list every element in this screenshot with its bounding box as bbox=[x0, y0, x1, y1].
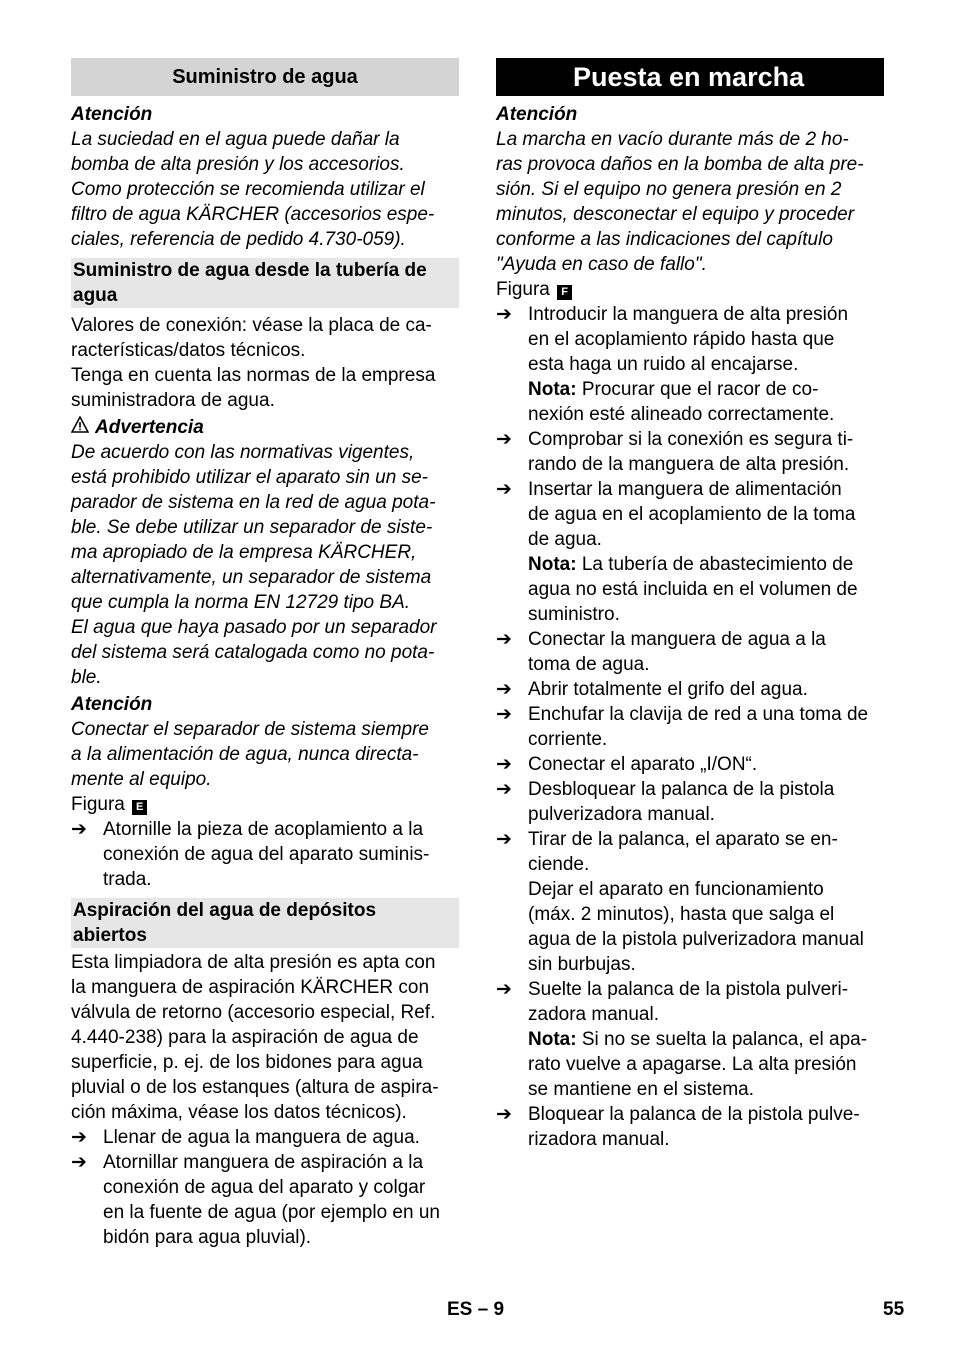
text-line: Tirar de la palanca, el aparato se en- bbox=[528, 829, 838, 850]
warning-triangle-icon bbox=[71, 415, 95, 440]
list-item bbox=[496, 1102, 884, 1152]
text-line: de agua. bbox=[528, 529, 602, 550]
list-item bbox=[71, 817, 459, 892]
list-item bbox=[71, 1125, 459, 1150]
text-line: conexión de agua del aparato suminis- bbox=[103, 844, 430, 865]
text-line: bidón para agua pluvial). bbox=[103, 1227, 312, 1248]
list-item bbox=[496, 827, 884, 977]
arrow-icon: ➔ bbox=[71, 1127, 87, 1148]
text-line: abiertos bbox=[73, 925, 147, 946]
text-line: Llenar de agua la manguera de agua. bbox=[103, 1127, 420, 1148]
text-line: Comprobar si la conexión es segura ti- bbox=[528, 429, 854, 450]
list-item bbox=[496, 977, 884, 1102]
suction-description-text bbox=[71, 950, 459, 1125]
subheading-suction-open-tanks bbox=[71, 898, 459, 948]
text-line: corriente. bbox=[528, 729, 608, 750]
list-item bbox=[496, 477, 884, 627]
list-item bbox=[496, 302, 884, 427]
page-number: 55 bbox=[883, 1299, 905, 1320]
arrow-icon: ➔ bbox=[496, 779, 512, 800]
text-line: ción máxima, véase los datos técnicos). bbox=[71, 1102, 407, 1123]
list-item bbox=[496, 752, 884, 777]
text-line: en la fuente de agua (por ejemplo en un bbox=[103, 1202, 440, 1223]
arrow-icon: ➔ bbox=[496, 679, 512, 700]
warning-heading bbox=[71, 415, 459, 440]
text-line: toma de agua. bbox=[528, 654, 650, 675]
note: Nota: La tubería de abastecimiento de agua no está incluida en el volumen de suministro. bbox=[528, 554, 858, 625]
text-line: Suministro de agua desde la tubería de bbox=[73, 260, 427, 281]
text-line: Abrir totalmente el grifo del agua. bbox=[528, 679, 808, 700]
text-line: Conectar el separador de sistema siempre bbox=[71, 719, 430, 740]
arrow-icon: ➔ bbox=[496, 829, 512, 850]
text-line: De acuerdo con las normativas vigentes, bbox=[71, 442, 415, 463]
text-line: minutos, desconectar el equipo y proceder bbox=[496, 204, 855, 225]
list-item bbox=[496, 427, 884, 477]
arrow-icon: ➔ bbox=[496, 479, 512, 500]
text-line: parador de sistema en la red de agua pota- bbox=[71, 492, 436, 513]
text-line: Bloquear la palanca de la pistola pulve- bbox=[528, 1104, 860, 1125]
attention-text-2 bbox=[71, 717, 459, 792]
warning-label: Advertencia bbox=[95, 417, 204, 438]
figure-f-icon: F bbox=[557, 285, 572, 300]
text-line: Desbloquear la palanca de la pistola bbox=[528, 779, 835, 800]
attention-label: Atención bbox=[71, 104, 153, 125]
text-line: conforme a las indicaciones del capítulo bbox=[496, 229, 833, 250]
text-line: de agua en el acoplamiento de la toma bbox=[528, 504, 856, 525]
subheading-water-from-pipe bbox=[71, 258, 459, 308]
list-item bbox=[71, 1150, 459, 1250]
figure-reference-f: Figura F bbox=[496, 277, 884, 302]
text-line: agua bbox=[73, 285, 118, 306]
attention-label: Atención bbox=[496, 104, 578, 125]
text-line: pulverizadora manual. bbox=[528, 804, 715, 825]
text-line: 4.440-238) para la aspiración de agua de bbox=[71, 1027, 419, 1048]
text-line: filtro de agua KÄRCHER (accesorios espe- bbox=[71, 204, 435, 225]
arrow-icon: ➔ bbox=[496, 704, 512, 725]
text-line: Como protección se recomienda utilizar el bbox=[71, 179, 425, 200]
arrow-icon: ➔ bbox=[496, 429, 512, 450]
section-page-label: ES – 9 bbox=[447, 1299, 505, 1320]
text-line: ble. Se debe utilizar un separador de siste- bbox=[71, 517, 433, 538]
connection-values-text bbox=[71, 313, 459, 413]
text-line: Esta limpiadora de alta presión es apta con bbox=[71, 952, 436, 973]
arrow-icon: ➔ bbox=[496, 304, 512, 325]
list-item bbox=[496, 702, 884, 752]
arrow-icon: ➔ bbox=[496, 754, 512, 775]
arrow-icon: ➔ bbox=[71, 1152, 87, 1173]
arrow-icon: ➔ bbox=[71, 819, 87, 840]
text-line: Valores de conexión: véase la placa de ca- bbox=[71, 315, 432, 336]
note: Nota: Procurar que el racor de co- nexión esté alineado correctamente. bbox=[528, 379, 835, 425]
text-line: Tenga en cuenta las normas de la empresa bbox=[71, 365, 436, 386]
text-line: ciende. bbox=[528, 854, 590, 875]
list-item bbox=[496, 627, 884, 677]
text-line: racterísticas/datos técnicos. bbox=[71, 340, 306, 361]
note: Nota: Si no se suelta la palanca, el apa- rato vuelve a apagarse. La alta presión se mantiene en el sistema. bbox=[528, 1029, 868, 1100]
text-line: agua de la pistola pulverizadora manual bbox=[528, 929, 864, 950]
text-line: alternativamente, un separador de sistema bbox=[71, 567, 432, 588]
text-line: (máx. 2 minutos), hasta que salga el bbox=[528, 904, 835, 925]
text-line: Conectar la manguera de agua a la bbox=[528, 629, 826, 650]
text-line: Insertar la manguera de alimentación bbox=[528, 479, 842, 500]
text-line: sin burbujas. bbox=[528, 954, 636, 975]
attention-text bbox=[496, 127, 884, 277]
text-line: válvula de retorno (accesorio especial, Ref. bbox=[71, 1002, 436, 1023]
text-line: rando de la manguera de alta presión. bbox=[528, 454, 850, 475]
section-heading-start-up: Puesta en marcha bbox=[496, 58, 884, 96]
attention-label-2: Atención bbox=[71, 694, 153, 715]
list-item bbox=[496, 777, 884, 827]
text-line: Suelte la palanca de la pistola pulveri- bbox=[528, 979, 849, 1000]
text-line: del sistema será catalogada como no pota- bbox=[71, 642, 435, 663]
text-line: que cumpla la norma EN 12729 tipo BA. bbox=[71, 592, 411, 613]
text-line: conexión de agua del aparato y colgar bbox=[103, 1177, 426, 1198]
text-line: suministradora de agua. bbox=[71, 390, 275, 411]
text-line: trada. bbox=[103, 869, 152, 890]
text-line: bomba de alta presión y los accesorios. bbox=[71, 154, 405, 175]
text-line: ras provoca daños en la bomba de alta pre- bbox=[496, 154, 864, 175]
text-line: pluvial o de los estanques (altura de aspira- bbox=[71, 1077, 439, 1098]
text-line: Atornillar manguera de aspiración a la bbox=[103, 1152, 424, 1173]
section-heading-water-supply: Suministro de agua bbox=[71, 58, 459, 96]
text-line: La marcha en vacío durante más de 2 ho- bbox=[496, 129, 849, 150]
text-line: rizadora manual. bbox=[528, 1129, 670, 1150]
text-line: zadora manual. bbox=[528, 1004, 659, 1025]
arrow-icon: ➔ bbox=[496, 979, 512, 1000]
text-line: a la alimentación de agua, nunca directa- bbox=[71, 744, 419, 765]
arrow-icon: ➔ bbox=[496, 629, 512, 650]
text-line: Enchufar la clavija de red a una toma de bbox=[528, 704, 869, 725]
arrow-icon: ➔ bbox=[496, 1104, 512, 1125]
figure-e-icon: E bbox=[132, 800, 147, 815]
warning-text bbox=[71, 440, 459, 690]
text-line: superficie, p. ej. de los bidones para agua bbox=[71, 1052, 423, 1073]
text-line: Dejar el aparato en funcionamiento bbox=[528, 879, 824, 900]
right-column bbox=[496, 58, 884, 1152]
text-line: "Ayuda en caso de fallo". bbox=[496, 254, 707, 275]
text-line: Introducir la manguera de alta presión bbox=[528, 304, 849, 325]
text-line: Atornille la pieza de acoplamiento a la bbox=[103, 819, 424, 840]
text-line: sión. Si el equipo no genera presión en 2 bbox=[496, 179, 842, 200]
list-item bbox=[496, 677, 884, 702]
text-line: ma apropiado de la empresa KÄRCHER, bbox=[71, 542, 417, 563]
text-line: mente al equipo. bbox=[71, 769, 212, 790]
figure-reference-e: Figura E bbox=[71, 792, 459, 817]
text-line: Conectar el aparato „I/ON“. bbox=[528, 754, 758, 775]
text-line: está prohibido utilizar el aparato sin un se- bbox=[71, 467, 428, 488]
left-column bbox=[71, 58, 459, 1250]
text-line: en el acoplamiento rápido hasta que bbox=[528, 329, 835, 350]
text-line: El agua que haya pasado por un separador bbox=[71, 617, 437, 638]
text-line: La suciedad en el agua puede dañar la bbox=[71, 129, 400, 150]
attention-text bbox=[71, 127, 459, 252]
text-line: Aspiración del agua de depósitos bbox=[73, 900, 377, 921]
text-line: ciales, referencia de pedido 4.730-059). bbox=[71, 229, 406, 250]
text-line: la manguera de aspiración KÄRCHER con bbox=[71, 977, 430, 998]
text-line: ble. bbox=[71, 667, 102, 688]
text-line: esta haga un ruido al encajarse. bbox=[528, 354, 799, 375]
